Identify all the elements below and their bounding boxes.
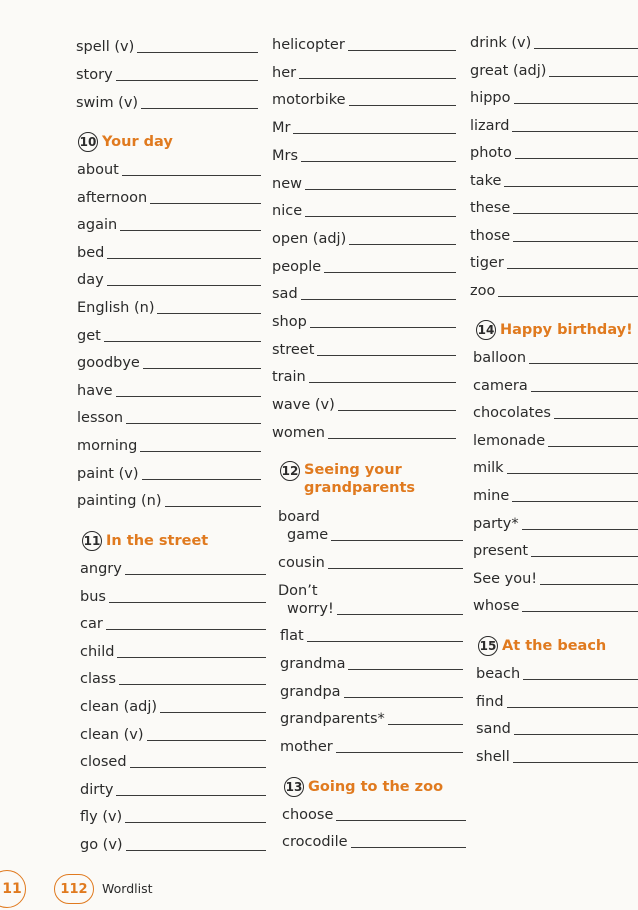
answer-line[interactable] [513, 213, 638, 214]
word: flat [280, 628, 304, 644]
word: crocodile [282, 834, 348, 850]
word: about [77, 162, 119, 178]
word: See you! [473, 570, 538, 587]
word-entry [473, 542, 638, 560]
word: helicopter [272, 37, 345, 53]
answer-line[interactable] [125, 822, 266, 823]
answer-line[interactable] [104, 341, 261, 342]
section-title-line-1: Seeing your [304, 462, 402, 478]
word: grandpa [280, 684, 341, 700]
answer-line[interactable] [125, 574, 266, 575]
section-title: At the beach [502, 638, 607, 654]
answer-line[interactable] [534, 48, 638, 49]
word-entry [77, 161, 261, 179]
answer-line[interactable] [348, 669, 463, 670]
answer-line[interactable] [522, 529, 638, 530]
word-entry [272, 368, 456, 386]
answer-line[interactable] [143, 368, 261, 369]
word-entry [470, 282, 638, 300]
answer-line[interactable] [328, 568, 463, 569]
word: open (adj) [272, 230, 347, 247]
section-title: Your day [102, 134, 173, 150]
answer-line[interactable] [331, 540, 463, 541]
answer-line[interactable] [513, 241, 638, 242]
word: painting (n) [77, 493, 162, 510]
word: find [476, 693, 504, 710]
answer-line[interactable] [117, 657, 266, 658]
answer-line[interactable] [116, 795, 266, 796]
answer-line[interactable] [522, 611, 638, 612]
word-entry [272, 285, 456, 303]
word: lemonade [473, 432, 546, 449]
word-entry [473, 570, 638, 588]
word-entry [280, 738, 463, 756]
answer-line[interactable] [328, 438, 456, 439]
answer-line[interactable] [299, 78, 456, 79]
word: street [272, 341, 315, 358]
answer-line[interactable] [514, 103, 638, 104]
section-number: 10 [78, 132, 98, 152]
word-entry [470, 89, 638, 107]
word-entry [280, 710, 463, 728]
word: women [272, 424, 325, 441]
word-entry [77, 216, 261, 234]
answer-line[interactable] [147, 740, 266, 741]
word-entry [76, 38, 258, 56]
section-title: Going to the zoo [308, 779, 444, 795]
word: those [470, 227, 511, 244]
word: grandma [280, 656, 346, 672]
word: shell [476, 748, 510, 765]
word-entry [470, 34, 638, 52]
word-entry [272, 119, 456, 137]
word-entry [272, 175, 456, 193]
word: balloon [473, 350, 527, 366]
answer-line[interactable] [150, 203, 261, 204]
word-entry [80, 726, 266, 744]
word: class [80, 671, 116, 688]
answer-line[interactable] [531, 391, 638, 392]
unit-number-badge: 11 [0, 870, 26, 908]
word: bed [77, 244, 105, 261]
answer-line[interactable] [523, 679, 638, 680]
word-entry [77, 465, 261, 483]
answer-line[interactable] [512, 501, 638, 502]
answer-line[interactable] [107, 285, 261, 286]
answer-line[interactable] [106, 629, 266, 630]
word-entry [272, 396, 456, 414]
answer-line[interactable] [140, 451, 261, 452]
word-entry [470, 172, 638, 190]
word-entry [76, 66, 258, 84]
section-heading [284, 777, 443, 797]
section-heading [78, 132, 173, 152]
word-entry [76, 94, 258, 112]
word: motorbike [272, 92, 346, 109]
answer-line[interactable] [507, 707, 638, 708]
word-entry [280, 655, 463, 673]
word: car [80, 616, 103, 633]
word-entry [280, 683, 463, 701]
word-entry [77, 409, 261, 427]
answer-line[interactable] [540, 584, 638, 585]
section-number: 15 [478, 636, 498, 656]
word: people [272, 258, 322, 275]
answer-line[interactable] [293, 133, 456, 134]
word-entry [473, 597, 638, 615]
word-entry [473, 377, 638, 395]
answer-line[interactable] [507, 268, 638, 269]
answer-line[interactable] [513, 762, 638, 763]
word: child [80, 643, 115, 660]
word-entry [470, 144, 638, 162]
section-heading [82, 531, 208, 551]
section-title: Happy birthday! [500, 322, 633, 338]
word: camera [473, 377, 528, 394]
answer-line[interactable] [529, 363, 638, 364]
word-entry [280, 627, 463, 645]
answer-line[interactable] [157, 313, 261, 314]
word: spell (v) [76, 39, 135, 55]
word-entry [473, 487, 638, 505]
word-entry [473, 515, 638, 533]
word: paint (v) [77, 465, 139, 482]
answer-line[interactable] [548, 446, 638, 447]
word: bus [80, 588, 106, 605]
word: photo [470, 145, 512, 161]
word-entry [278, 508, 463, 544]
section-number: 14 [476, 320, 496, 340]
word-entry [473, 459, 638, 477]
answer-line[interactable] [301, 299, 456, 300]
answer-line[interactable] [348, 50, 456, 51]
answer-line[interactable] [165, 506, 261, 507]
answer-line[interactable] [109, 602, 266, 603]
word-entry [282, 833, 466, 851]
word: clean (v) [80, 726, 144, 743]
word: her [272, 64, 297, 81]
word-entry [470, 254, 638, 272]
word-entry [476, 693, 638, 711]
answer-line[interactable] [305, 216, 456, 217]
word: new [272, 175, 302, 192]
answer-line[interactable] [120, 230, 261, 231]
word: grandparents* [280, 711, 385, 727]
word-entry [473, 432, 638, 450]
answer-line[interactable] [512, 131, 638, 132]
word-entry [80, 643, 266, 661]
answer-line[interactable] [554, 418, 638, 419]
word-entry [473, 349, 638, 367]
word: lizard [470, 117, 510, 134]
word-entry [272, 230, 456, 248]
answer-line[interactable] [142, 479, 262, 480]
word: sad [272, 286, 298, 303]
word-entry [272, 258, 456, 276]
answer-line[interactable] [317, 355, 456, 356]
word: wave (v) [272, 397, 335, 414]
word-entry [272, 341, 456, 359]
word: Don’t worry! [278, 583, 334, 617]
answer-line[interactable] [301, 161, 456, 162]
answer-line[interactable] [498, 296, 638, 297]
footer-label: Wordlist [102, 881, 153, 896]
word: afternoon [77, 189, 148, 206]
word: whose [473, 598, 520, 615]
word-entry [80, 808, 266, 826]
word-entry [77, 382, 261, 400]
word-entry [80, 560, 266, 578]
answer-line[interactable] [122, 175, 261, 176]
word: angry [80, 561, 122, 577]
word-entry [272, 424, 456, 442]
word: closed [80, 754, 127, 771]
word: sand [476, 721, 511, 738]
answer-line[interactable] [515, 158, 638, 159]
answer-line[interactable] [336, 820, 466, 821]
answer-line[interactable] [549, 76, 638, 77]
word: choose [282, 807, 334, 823]
word-entry [80, 753, 266, 771]
word-entry [476, 720, 638, 738]
word: cousin [278, 555, 325, 571]
page-footer [0, 870, 638, 910]
word-entry [470, 199, 638, 217]
word-entry [272, 147, 456, 165]
word: morning [77, 438, 138, 454]
word-entry [272, 36, 456, 54]
word: zoo [470, 282, 496, 299]
word: nice [272, 203, 303, 220]
word-entry [80, 781, 266, 799]
answer-line[interactable] [119, 684, 266, 685]
word: take [470, 172, 502, 189]
section-title: In the street [106, 533, 209, 549]
section-heading [476, 320, 633, 340]
word-entry [80, 836, 266, 854]
section-number: 13 [284, 777, 304, 797]
word-entry [77, 271, 261, 289]
answer-line[interactable] [126, 850, 266, 851]
word-entry [272, 313, 456, 331]
section-heading [280, 461, 415, 497]
word: get [77, 327, 101, 344]
word: board game [278, 509, 329, 543]
answer-line[interactable] [337, 614, 463, 615]
word-entry [77, 299, 261, 317]
word-entry [77, 189, 261, 207]
word-entry [272, 202, 456, 220]
answer-line[interactable] [107, 258, 261, 259]
answer-line[interactable] [126, 423, 261, 424]
section-number: 12 [280, 461, 300, 481]
answer-line[interactable] [514, 734, 638, 735]
word: mine [473, 488, 510, 504]
word: milk [473, 460, 504, 477]
word-entry [278, 554, 463, 572]
word: clean (adj) [80, 699, 158, 715]
word: beach [476, 666, 521, 682]
word: Mrs [272, 147, 299, 164]
answer-line[interactable] [507, 473, 638, 474]
word: lesson [77, 410, 124, 427]
word-entry [77, 492, 261, 510]
word: dirty [80, 781, 114, 798]
word: present [473, 543, 529, 560]
answer-line[interactable] [531, 556, 638, 557]
word-entry [77, 354, 261, 372]
answer-line[interactable] [349, 105, 456, 106]
word: party* [473, 515, 519, 532]
word-entry [77, 327, 261, 345]
word: goodbye [77, 355, 140, 372]
word: tiger [470, 255, 504, 271]
word: again [77, 217, 118, 234]
word-entry [80, 670, 266, 688]
word: hippo [470, 90, 511, 106]
answer-line[interactable] [160, 712, 266, 713]
answer-line[interactable] [336, 752, 463, 753]
word: swim (v) [76, 95, 139, 111]
answer-line[interactable] [116, 396, 261, 397]
answer-line[interactable] [307, 641, 463, 642]
word-entry [278, 582, 463, 618]
answer-line[interactable] [309, 382, 456, 383]
word: drink (v) [470, 35, 532, 51]
word-entry [470, 117, 638, 135]
answer-line[interactable] [141, 108, 258, 109]
word: English (n) [77, 300, 155, 316]
word-entry [473, 404, 638, 422]
word: fly (v) [80, 809, 123, 826]
word: Mr [272, 120, 291, 137]
word-entry [77, 437, 261, 455]
word-entry [470, 227, 638, 245]
word: mother [280, 739, 333, 755]
word: these [470, 200, 511, 216]
word: train [272, 369, 306, 386]
word-entry [476, 665, 638, 683]
section-heading [478, 636, 606, 656]
word-entry [476, 748, 638, 766]
section-number: 11 [82, 531, 102, 551]
word-entry [80, 588, 266, 606]
answer-line[interactable] [388, 724, 463, 725]
word-entry [272, 91, 456, 109]
word: chocolates [473, 405, 551, 422]
page-number-badge: 112 [54, 874, 94, 904]
section-title-line-2: grandparents [304, 480, 416, 496]
word: great (adj) [470, 62, 547, 79]
answer-line[interactable] [116, 80, 258, 81]
word: shop [272, 314, 307, 330]
word-entry [282, 806, 466, 824]
word: day [77, 272, 104, 289]
word-entry [80, 698, 266, 716]
word-entry [272, 64, 456, 82]
answer-line[interactable] [130, 767, 266, 768]
answer-line[interactable] [504, 186, 638, 187]
answer-line[interactable] [310, 327, 456, 328]
word: have [77, 382, 113, 399]
answer-line[interactable] [344, 697, 463, 698]
word-entry [77, 244, 261, 262]
answer-line[interactable] [338, 410, 456, 411]
word: story [76, 67, 113, 83]
answer-line[interactable] [349, 244, 456, 245]
word-entry [80, 615, 266, 633]
answer-line[interactable] [137, 52, 258, 53]
answer-line[interactable] [305, 189, 456, 190]
word: go (v) [80, 837, 123, 853]
word-entry [470, 62, 638, 80]
answer-line[interactable] [324, 272, 456, 273]
answer-line[interactable] [351, 847, 466, 848]
